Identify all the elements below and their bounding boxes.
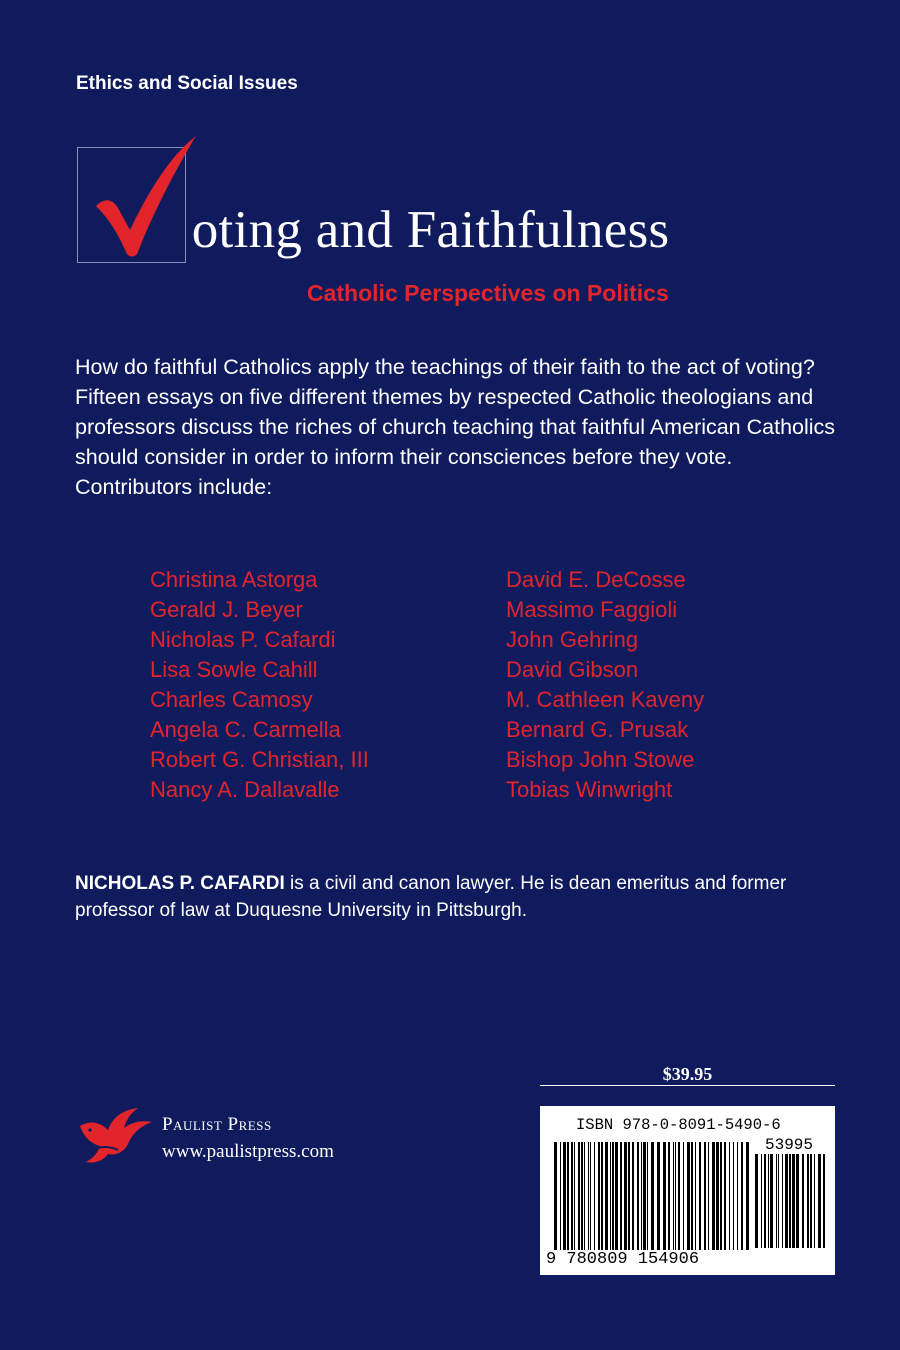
- isbn-text: ISBN 978-0-8091-5490-6: [576, 1116, 781, 1134]
- contributor-name: Charles Camosy: [150, 687, 313, 712]
- addon-barcode-icon: [755, 1154, 827, 1248]
- book-subtitle: Catholic Perspectives on Politics: [307, 280, 669, 306]
- author-bio-text: is a civil and canon lawyer. He is dean emeritus and former professor of law at Duquesne University in Pittsburgh.: [75, 873, 787, 921]
- price-divider: [540, 1085, 835, 1086]
- contributors-right-column: [506, 565, 704, 805]
- contributor-name: Nancy A. Dallavalle: [150, 777, 340, 802]
- contributor-name: Massimo Faggioli: [506, 597, 678, 622]
- contributor-name: Christina Astorga: [150, 567, 318, 592]
- book-description: How do faithful Catholics apply the teachings of their faith to the act of voting? Fifteen essays on five different themes by respected Catholic theologians and professors discuss the riches of church teaching that faithful American Catholics should consider in order to inform their consciences before they vote. Contributors include:: [75, 355, 836, 499]
- contributor-name: Robert G. Christian, III: [150, 747, 369, 772]
- author-bio: [75, 870, 855, 924]
- book-title: [160, 200, 669, 260]
- contributor-name: Bernard G. Prusak: [506, 717, 689, 742]
- author-name: NICHOLAS P. CAFARDI: [75, 873, 285, 894]
- contributor-name: Gerald J. Beyer: [150, 597, 303, 622]
- barcode-icon: [554, 1142, 749, 1250]
- contributor-name: David Gibson: [506, 657, 639, 682]
- barcode-panel: [540, 1106, 835, 1275]
- contributor-name: Lisa Sowle Cahill: [150, 657, 318, 682]
- contributors-left-column: [150, 565, 369, 805]
- contributor-name: Angela C. Carmella: [150, 717, 341, 742]
- contributor-name: Tobias Winwright: [506, 777, 673, 802]
- publisher-url: www.paulistpress.com: [162, 1141, 334, 1162]
- title-initial: [160, 201, 192, 259]
- price: $39.95: [662, 1064, 713, 1084]
- addon-digits: 53995: [765, 1136, 814, 1154]
- title-rest: oting and Faithfulness: [191, 201, 670, 259]
- contributor-name: Nicholas P. Cafardi: [150, 627, 336, 652]
- contributor-name: Bishop John Stowe: [506, 747, 695, 772]
- contributor-name: M. Cathleen Kaveny: [506, 687, 705, 712]
- contributor-name: John Gehring: [506, 627, 639, 652]
- dove-logo-icon: [78, 1106, 154, 1164]
- ean-digits: 9 780809 154906: [546, 1250, 700, 1269]
- contributor-name: David E. DeCosse: [506, 567, 686, 592]
- category-label: Ethics and Social Issues: [76, 73, 298, 94]
- publisher-name: Paulist Press: [162, 1114, 272, 1135]
